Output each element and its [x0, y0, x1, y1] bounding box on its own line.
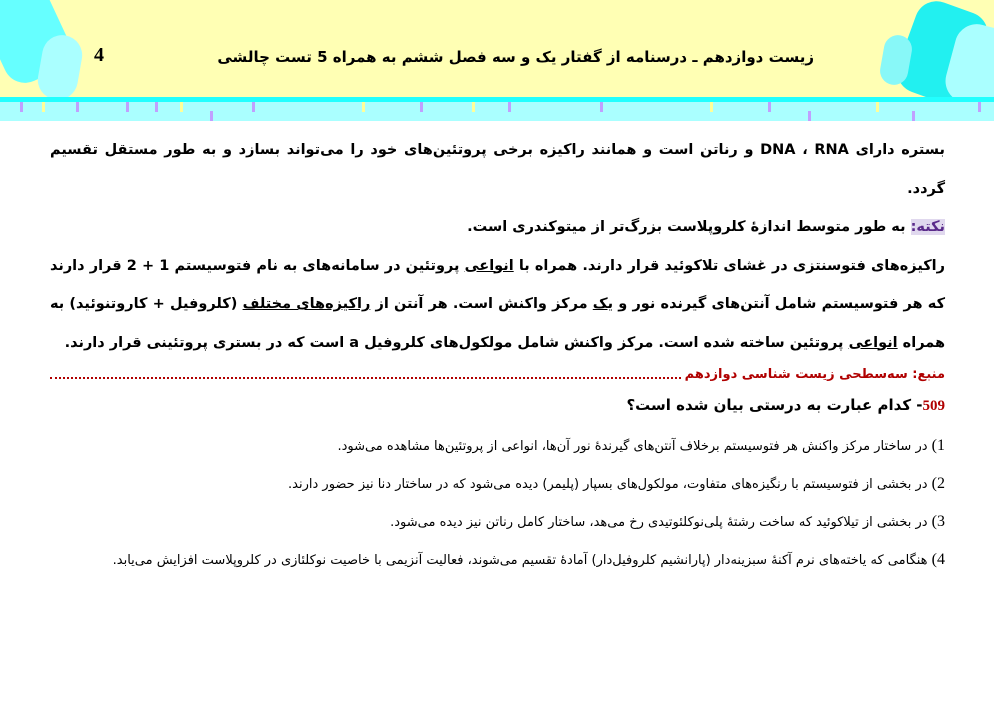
page-header	[0, 0, 994, 97]
text-segment: پروتئین در سامانه‌های به نام فتوسیستم 1 + 2 قرار دارند که هر فتوسیستم شامل آنتن‌های گیرنده نور و	[50, 257, 946, 312]
option-2[interactable]	[50, 465, 945, 503]
underlined-term: یک	[592, 296, 614, 312]
source-line	[50, 364, 945, 386]
question-number: 509	[922, 398, 945, 414]
page-title: زیست دوازدهم ـ درسنامه از گفتار یک و سه فصل ششم به همراه 5 تست چالشی	[217, 48, 814, 66]
text-segment: (کلروفیل + کاروتنوئید) به همراه	[50, 296, 945, 351]
option-1[interactable]	[50, 427, 945, 465]
option-number: 4)	[931, 551, 945, 568]
question-heading	[50, 390, 945, 421]
decorative-strip	[0, 97, 994, 121]
text-segment: راکیزه‌های فتوسنتزی در غشای تلاکوئید قرار دارند. همراه با	[513, 257, 945, 274]
source-label: منبع: سه‌سطحی زیست شناسی دوازدهم	[684, 367, 945, 382]
option-number: 3)	[931, 513, 945, 530]
paragraph-plastid-intro: بستره دارای DNA ، RNA و رناتن است و همانند راکیزه برخی پروتئین‌های خود را می‌تواند بسازد و به طور مستقل تقسیم گردد.	[50, 142, 945, 197]
note-label: نکته:	[910, 219, 945, 235]
option-number: 1)	[931, 437, 945, 454]
option-text: هنگامی که یاخته‌های نرم آکنهٔ سبزینه‌دار (پارانشیم کلروفیل‌دار) آمادهٔ تقسیم می‌شوند، فعالیت آنزیمی با خاصیت نوکلئازی در کلروپلاست افزایش می‌یابد.	[112, 553, 928, 568]
option-text: در بخشی از فتوسیستم با رنگیزه‌های متفاوت، مولکول‌های بسپار (پلیمر) دیده می‌شود که در ساختار دنا نیز حضور دارند.	[288, 477, 928, 492]
note-text: به طور متوسط اندازهٔ کلروپلاست بزرگ‌تر از میتوکندری است.	[467, 219, 911, 235]
answer-options	[50, 427, 945, 579]
page-number: 4	[94, 44, 104, 66]
option-3[interactable]	[50, 503, 945, 541]
option-number: 2)	[931, 475, 945, 492]
paragraph-photosystem	[50, 247, 945, 363]
text-segment: مرکز واکنش است. هر آنتن از	[370, 296, 593, 312]
text-segment: پروتئین ساخته شده است. مرکز واکنش شامل مولکول‌های کلروفیل a است که در بستری پروتئینی قرار دارند.	[64, 334, 849, 351]
question-text: - کدام عبارت به درستی بیان شده است؟	[626, 396, 923, 414]
option-text: در ساختار مرکز واکنش هر فتوسیستم برخلاف آنتن‌های گیرندهٔ نور آن‌ها، انواعی از پروتئین‌ها مشاهده می‌شود.	[337, 439, 928, 454]
option-text: در بخشی از تیلاکوئید که ساخت رشتهٔ پلی‌نوکلئوتیدی رخ می‌هد، ساختار کامل رناتن نیز دیده می‌شود.	[390, 515, 928, 530]
underlined-term: راکیزه‌های مختلف	[242, 296, 371, 312]
dotted-leader	[50, 364, 681, 379]
note	[50, 208, 945, 247]
underlined-term: انواعی	[464, 257, 514, 274]
option-4[interactable]	[50, 541, 945, 579]
underlined-term: انواعی	[848, 334, 898, 351]
document-body	[50, 131, 945, 579]
